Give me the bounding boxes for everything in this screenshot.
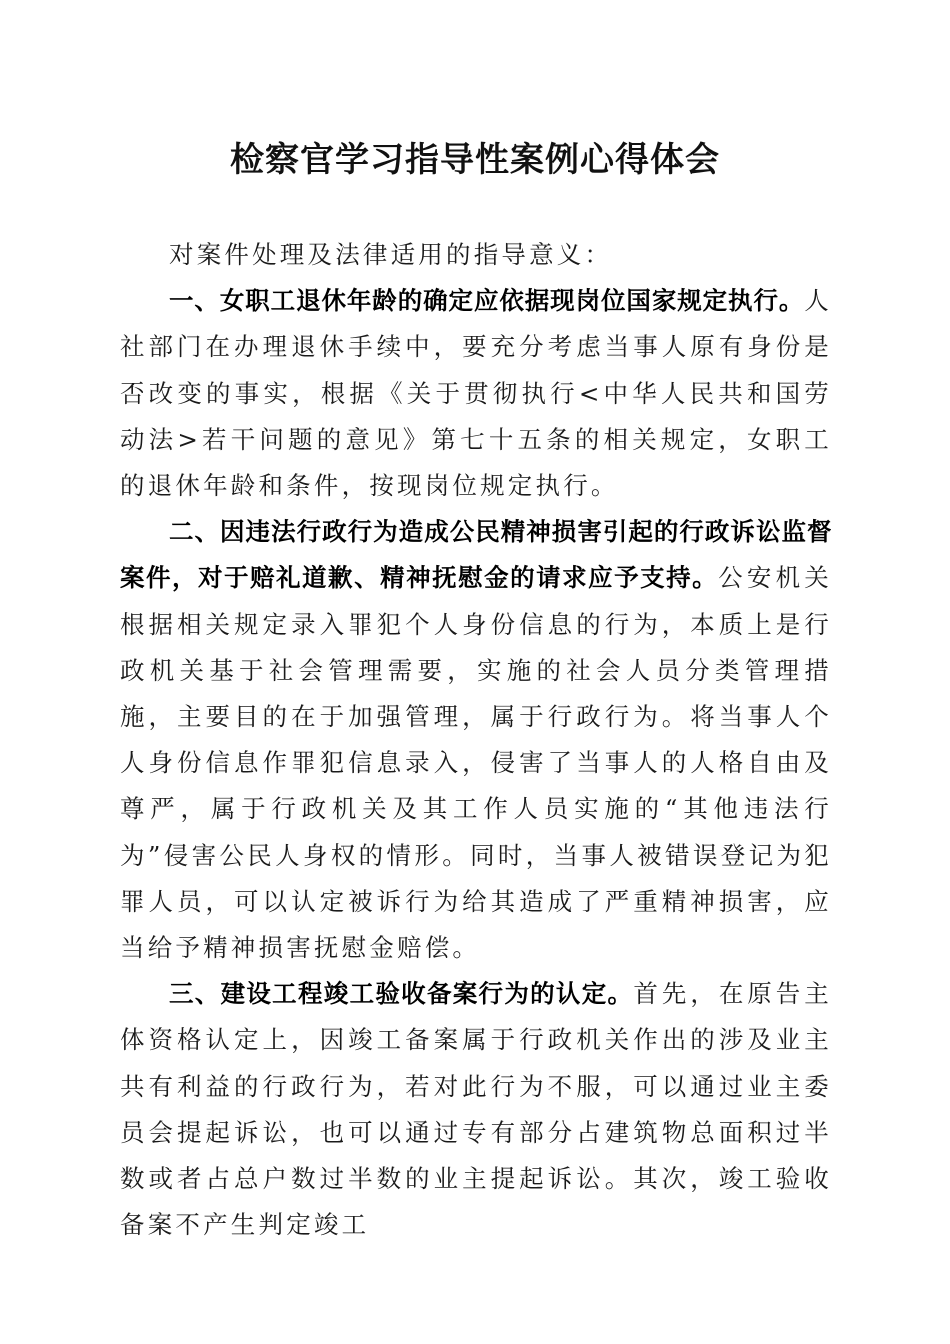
- section-2-body: 公安机关根据相关规定录入罪犯个人身份信息的行为，本质上是行政机关基于社会管理需要，实施的社会人员分类管理措施，主要目的在于加强管理，属于行政行为。将当事人个人身份信息作罪犯信息录入，侵害了当事人的人格自由及尊严，属于行政机关及其工作人员实施的“其他违法行为”侵害公民人身权的情形。同时，当事人被错误登记为犯罪人员，可以认定被诉行为给其造成了严重精神损害，应当给予精神损害抚慰金赔偿。: [120, 563, 832, 963]
- section-3-body: 首先，在原告主体资格认定上，因竣工备案属于行政机关作出的涉及业主共有利益的行政行为，若对此行为不服，可以通过业主委员会提起诉讼，也可以通过专有部分占建筑物总面积过半数或者占总户数过半数的业主提起诉讼。其次，竣工验收备案不产生判定竣工: [120, 979, 833, 1240]
- section-1-heading: 一、女职工退休年龄的确定应依据现岗位国家规定执行。: [169, 286, 805, 316]
- document-title: 检察官学习指导性案例心得体会: [230, 140, 720, 180]
- intro-paragraph: 对案件处理及法律适用的指导意义：: [169, 240, 613, 269]
- section-1-paragraph: [120, 278, 832, 509]
- section-3-heading: 三、建设工程竣工验收备案行为的认定。: [169, 979, 634, 1009]
- section-1-body: 人社部门在办理退休手续中，要充分考虑当事人原有身份是否改变的事实，根据《关于贯彻执行<中华人民共和国劳动法>若干问题的意见》第七十五条的相关规定，女职工的退休年龄和条件，按现岗位规定执行。: [120, 286, 832, 501]
- section-2-heading: 二、因违法行政行为造成公民精神损害引起的行政诉讼监督案件，对于赔礼道歉、精神抚慰金的请求应予支持。: [120, 517, 832, 593]
- document-body: [120, 232, 832, 1248]
- section-2-paragraph: [120, 509, 832, 971]
- section-3-paragraph: [120, 971, 832, 1248]
